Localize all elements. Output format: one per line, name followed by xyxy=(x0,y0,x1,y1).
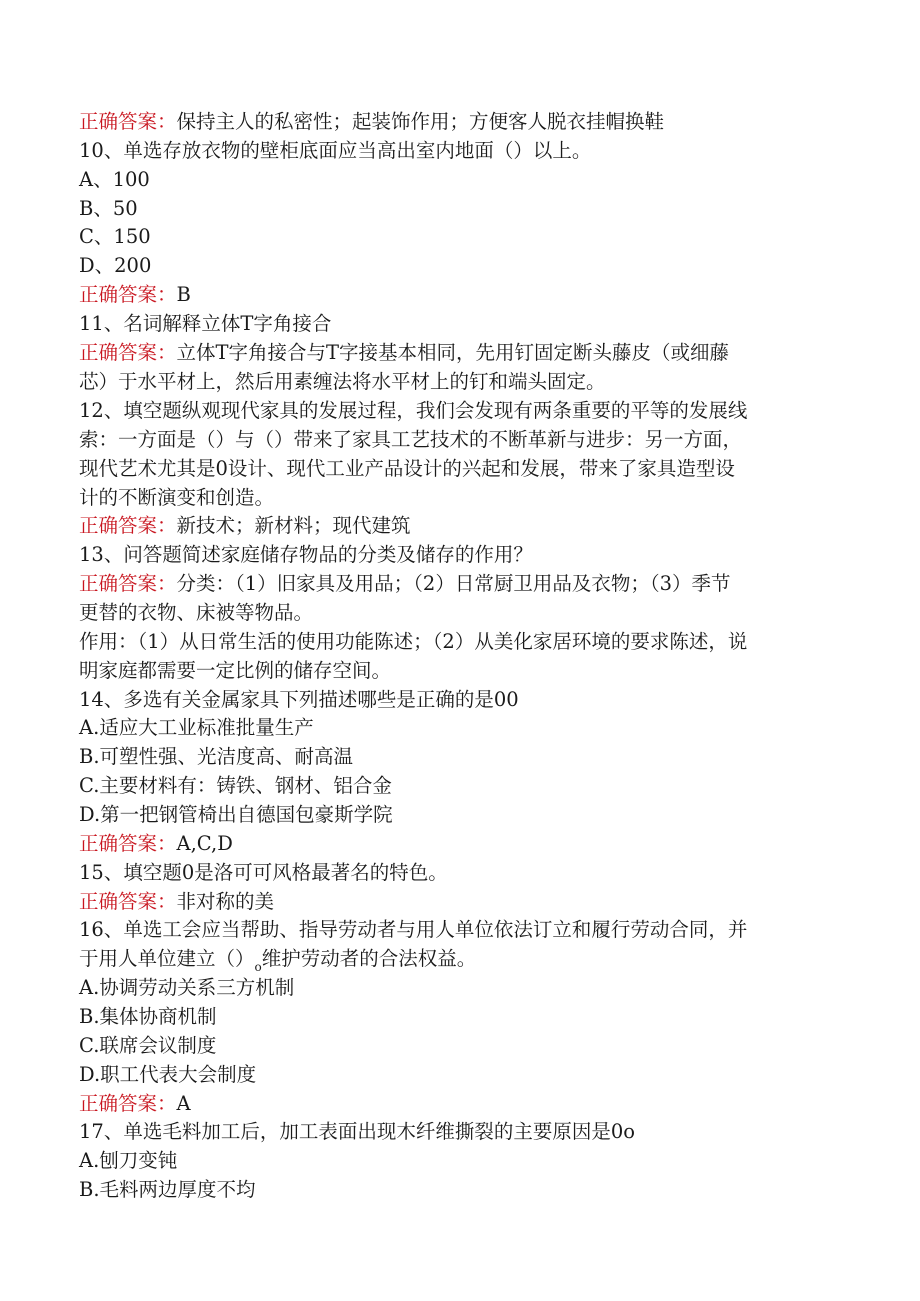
question-16: 16、单选工会应当帮助、指导劳动者与用人单位依法订立和履行劳动合同，并 xyxy=(79,918,748,941)
answer-line xyxy=(79,570,731,598)
option-a: A、100 xyxy=(79,168,150,191)
option-d: D.第一把钢管椅出自德国包豪斯学院 xyxy=(79,803,393,826)
question-text: 于用人单位建立（） xyxy=(79,947,255,970)
answer-text: 分类：（1）旧家具及用品；（2）日常厨卫用品及衣物；（3）季节 xyxy=(176,572,731,595)
option-d: D、200 xyxy=(79,254,152,277)
option-b: B.可塑性强、光洁度高、耐高温 xyxy=(79,745,354,768)
option-c: C.联席会议制度 xyxy=(79,1034,217,1057)
answer-continuation: 作用：（1）从日常生活的使用功能陈述；（2）从美化家居环境的要求陈述，说 xyxy=(79,630,748,653)
answer-line xyxy=(79,512,411,540)
answer-label: 正确答案： xyxy=(79,1092,177,1115)
answer-text: A xyxy=(176,1092,191,1115)
question-11: 11、名词解释立体T字角接合 xyxy=(79,312,332,335)
question-text: 维护劳动者的合法权益。 xyxy=(261,947,477,970)
option-a: A.适应大工业标准批量生产 xyxy=(79,716,314,739)
subscript-mark: o xyxy=(254,960,262,974)
answer-label: 正确答案： xyxy=(79,572,177,595)
answer-continuation: 更替的衣物、床被等物品。 xyxy=(79,601,314,624)
answer-text: 非对称的美 xyxy=(176,890,275,913)
answer-text: B xyxy=(176,283,191,306)
answer-line xyxy=(79,108,664,136)
answer-text: 新技术；新材料；现代建筑 xyxy=(176,514,411,537)
answer-line xyxy=(79,339,729,367)
answer-label: 正确答案： xyxy=(79,832,177,855)
option-b: B.毛料两边厚度不均 xyxy=(79,1178,256,1201)
question-15: 15、填空题0是洛可可风格最著名的特色。 xyxy=(79,861,448,884)
option-a: A.刨刀变钝 xyxy=(79,1149,178,1172)
question-continuation: 现代艺术尤其是0设计、现代工业产品设计的兴起和发展，带来了家具造型设 xyxy=(79,457,735,480)
question-continuation: 索：一方面是（）与（）带来了家具工艺技术的不断革新与进步：另一方面， xyxy=(79,428,743,451)
option-a: A.协调劳动关系三方机制 xyxy=(79,976,295,999)
option-c: C.主要材料有：铸铁、钢材、铝合金 xyxy=(79,774,392,797)
answer-label: 正确答案： xyxy=(79,514,177,537)
answer-line xyxy=(79,1090,191,1118)
question-14: 14、多选有关金属家具下列描述哪些是正确的是00 xyxy=(79,688,519,711)
answer-text: A,C,D xyxy=(176,832,233,855)
answer-label: 正确答案： xyxy=(79,890,177,913)
answer-label: 正确答案： xyxy=(79,110,177,133)
answer-line xyxy=(79,281,191,309)
answer-continuation: 明家庭都需要一定比例的储存空间。 xyxy=(79,659,392,682)
answer-continuation: 芯）于水平材上，然后用素缠法将水平材上的钉和端头固定。 xyxy=(79,370,606,393)
option-c: C、150 xyxy=(79,225,151,248)
option-b: B.集体协商机制 xyxy=(79,1005,217,1028)
question-17: 17、单选毛料加工后，加工表面出现木纤维撕裂的主要原因是0o xyxy=(79,1120,635,1143)
option-d: D.职工代表大会制度 xyxy=(79,1063,257,1086)
question-continuation: 计的不断演变和创造。 xyxy=(79,486,275,509)
answer-label: 正确答案： xyxy=(79,283,177,306)
question-12: 12、填空题纵观现代家具的发展过程，我们会发现有两条重要的平等的发展线 xyxy=(79,399,748,422)
answer-label: 正确答案： xyxy=(79,341,177,364)
answer-line xyxy=(79,830,233,858)
question-10: 10、单选存放衣物的壁柜底面应当高出室内地面（）以上。 xyxy=(79,139,592,162)
option-b: B、50 xyxy=(79,197,138,220)
answer-text: 保持主人的私密性；起装饰作用；方便客人脱衣挂帽换鞋 xyxy=(176,110,665,133)
answer-text: 立体T字角接合与T字接基本相同，先用钉固定断头藤皮（或细藤 xyxy=(176,341,730,364)
answer-line xyxy=(79,888,274,916)
question-13: 13、问答题简述家庭储存物品的分类及储存的作用？ xyxy=(79,543,533,566)
